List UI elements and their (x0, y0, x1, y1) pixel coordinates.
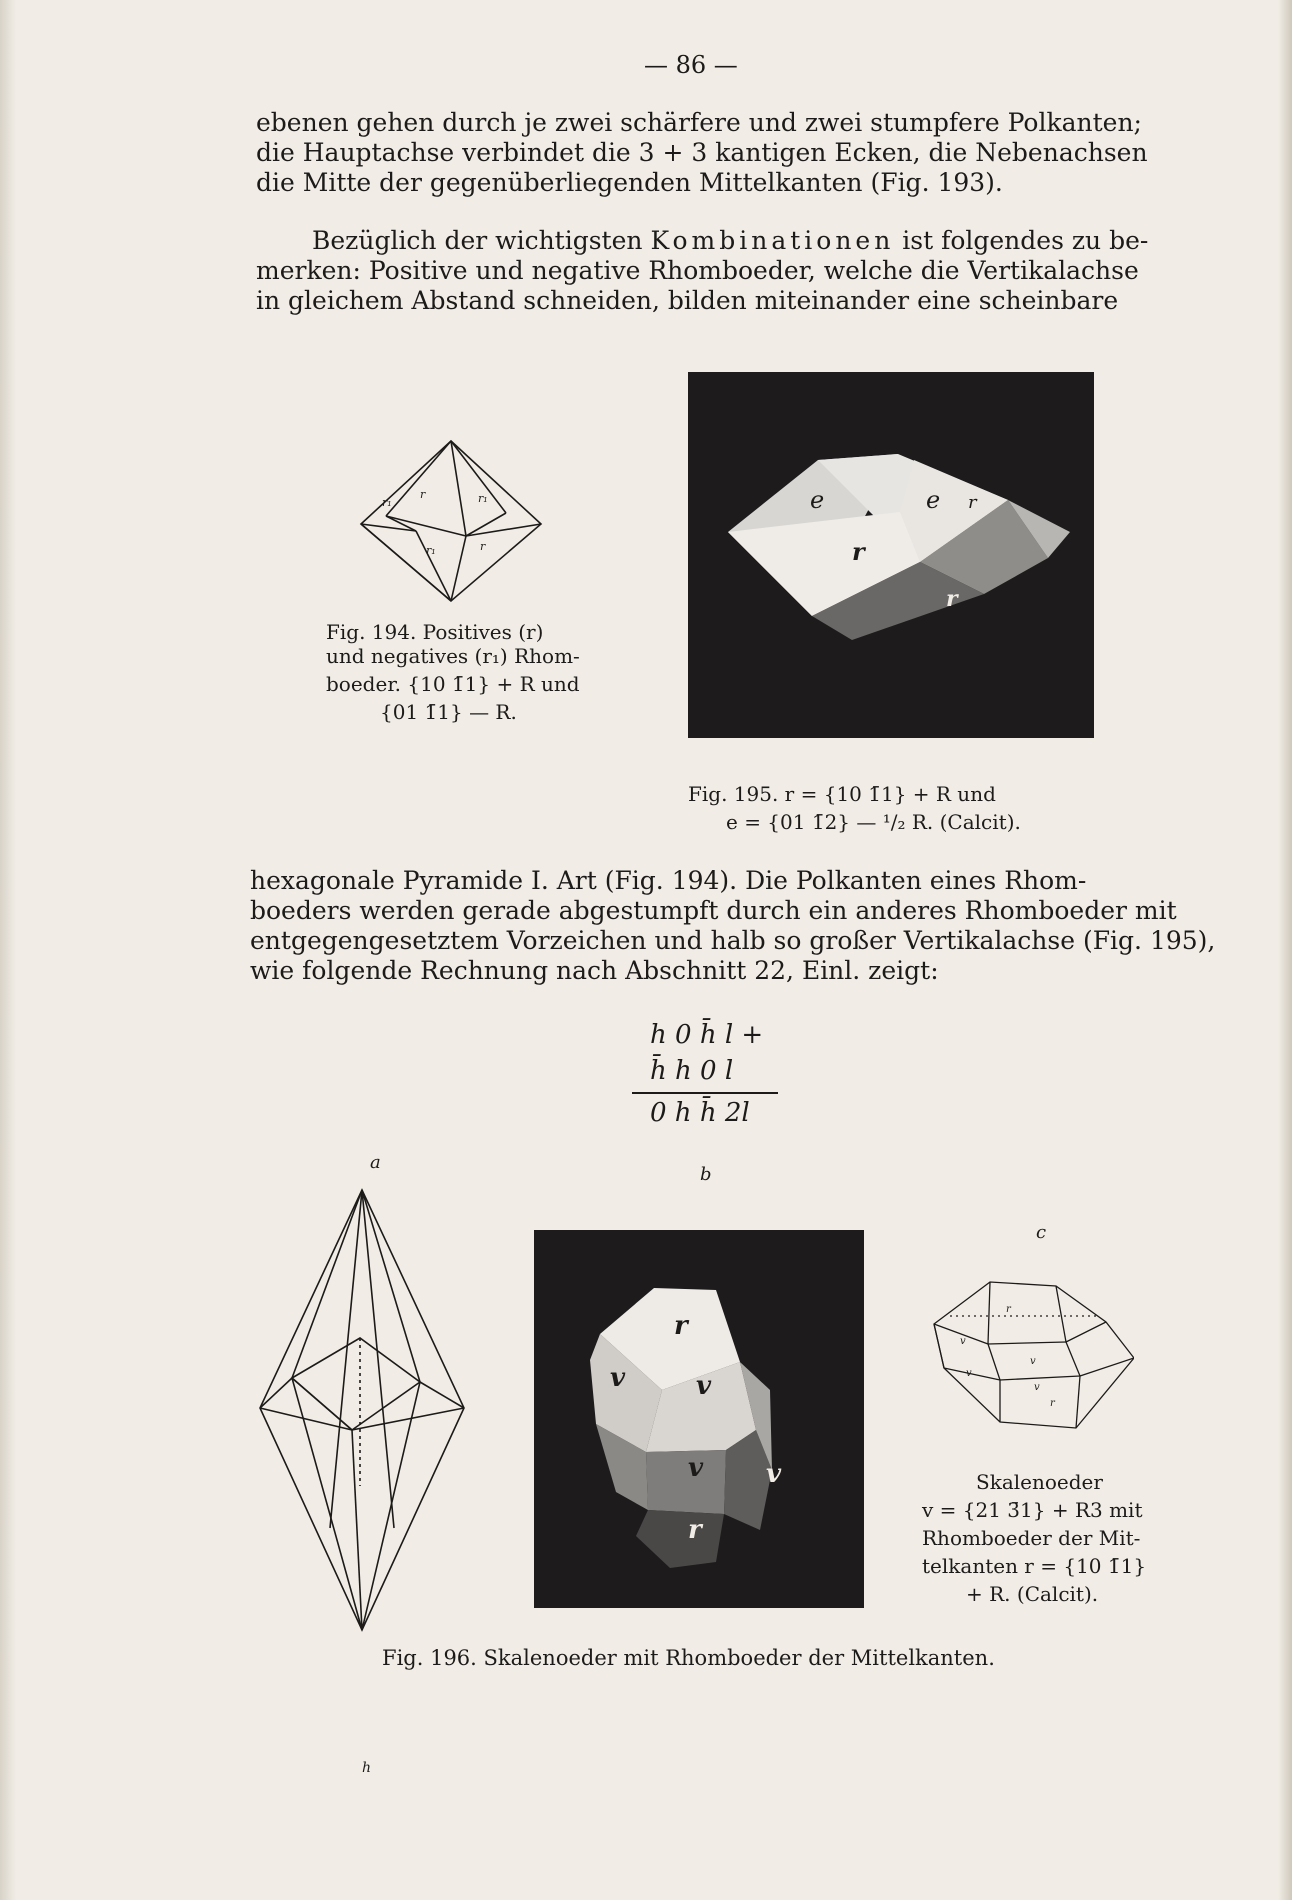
footer-mark: h (362, 1760, 372, 1776)
fig194-label: r (420, 488, 426, 501)
fig196b-label: r (688, 1515, 702, 1545)
paragraph2-line1-start: Bezüglich der wichtigsten (312, 226, 643, 255)
fig194-label: r₁ (426, 544, 436, 557)
fig196c-label: r (1050, 1398, 1055, 1409)
fig194-label: r₁ (478, 492, 488, 505)
fig196b-photo (534, 1230, 864, 1608)
fig196c-caption-line1: Skalenoeder (976, 1470, 1103, 1494)
fig196b-label: v (610, 1363, 626, 1393)
fig195-caption-line1: Fig. 195. r = {10 1̄1} + R und (688, 782, 996, 806)
paragraph2-line1 (312, 226, 1148, 256)
fig196b-label: v (766, 1459, 782, 1489)
page-gutter-shadow (0, 0, 16, 1900)
equation-rule (632, 1092, 778, 1094)
page-number: — 86 — (644, 51, 738, 79)
fig196-caption: Fig. 196. Skalenoeder mit Rhomboeder der Mittelkanten. (382, 1646, 995, 1670)
fig195-label: r (968, 492, 977, 513)
paragraph3-line2: boeders werden gerade abgestumpft durch ein anderes Rhomboeder mit (250, 896, 1177, 925)
fig194-label: r (480, 540, 486, 553)
paragraph2-line1-end: ist folgendes zu be- (902, 226, 1149, 255)
paragraph1-line1: ebenen gehen durch je zwei schärfere und zwei stumpfere Polkanten; (256, 108, 1142, 137)
paragraph3-line4: wie folgende Rechnung nach Abschnitt 22, Einl. zeigt: (250, 956, 939, 985)
fig194-label: r₁ (382, 496, 392, 509)
fig196c-label: v (966, 1368, 972, 1379)
page-edge-shadow (1278, 0, 1292, 1900)
fig194-caption-line2: und negatives (r₁) Rhom- (326, 644, 580, 668)
fig196c-caption-line3: Rhomboeder der Mit- (922, 1526, 1141, 1550)
fig196c-label: r (1006, 1304, 1011, 1315)
paragraph3-line1: hexagonale Pyramide I. Art (Fig. 194). Die Polkanten eines Rhom- (250, 866, 1087, 895)
equation-row1: h 0 h̄ l + (650, 1020, 764, 1050)
fig195-photo (688, 372, 1094, 738)
fig196-label-b: b (700, 1164, 712, 1185)
fig195-caption-line2: e = {01 1̄2} — ¹/₂ R. (Calcit). (726, 810, 1021, 834)
paragraph2-line3: in gleichem Abstand schneiden, bilden miteinander eine scheinbare (256, 286, 1119, 315)
fig195-label: e (810, 486, 825, 514)
fig196c-caption-line4: telkanten r = {10 1̄1} (922, 1554, 1147, 1578)
fig196c-label: v (1030, 1356, 1036, 1367)
fig196c-drawing (930, 1272, 1134, 1434)
fig194-caption-line1: Fig. 194. Positives (r) (326, 620, 544, 644)
fig196c-label: v (960, 1336, 966, 1347)
fig195-label: r (946, 586, 958, 612)
fig194-drawing (356, 436, 546, 606)
equation-result: 0 h h̄ 2l (650, 1098, 750, 1128)
paragraph2-line2: merken: Positive und negative Rhomboeder, welche die Vertikalachse (256, 256, 1139, 285)
fig196c-caption-line5: + R. (Calcit). (966, 1582, 1099, 1606)
paragraph1-line3: die Mitte der gegenüberliegenden Mittelkanten (Fig. 193). (256, 168, 1003, 197)
equation-row2: h̄ h 0 l (650, 1056, 734, 1086)
fig196-label-a: a (370, 1152, 381, 1173)
paragraph2-emphasis: Kombinationen (650, 226, 895, 255)
fig194-caption-line3: boeder. {10 1̄1} + R und (326, 672, 580, 696)
fig196b-label: v (688, 1453, 704, 1483)
fig196b-label: r (674, 1311, 688, 1341)
fig195-label: e (926, 486, 941, 514)
fig196c-label: v (1034, 1382, 1040, 1393)
fig195-label: r (852, 537, 865, 566)
paragraph3-line3: entgegengesetztem Vorzeichen und halb so großer Vertikalachse (Fig. 195), (250, 926, 1216, 955)
fig196-label-c: c (1036, 1222, 1047, 1243)
paragraph1-line2: die Hauptachse verbindet die 3 + 3 kantigen Ecken, die Nebenachsen (256, 138, 1148, 167)
fig194-caption-line4: {01 1̄1} — R. (380, 700, 517, 724)
fig196c-caption-line2: v = {21 3̄1} + R3 mit (922, 1498, 1143, 1522)
fig196a-drawing (256, 1186, 468, 1634)
fig196b-label: v (696, 1371, 712, 1401)
